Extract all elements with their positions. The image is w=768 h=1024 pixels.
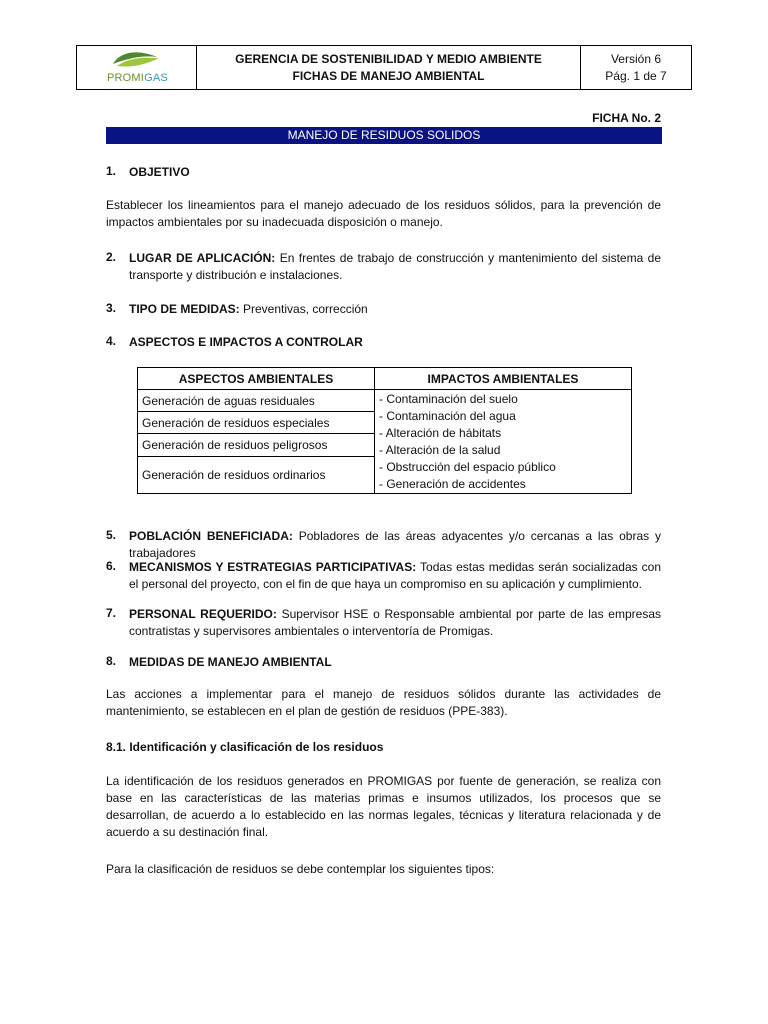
section-7-number: 7. xyxy=(106,606,117,620)
table-cell-aspect: Generación de aguas residuales xyxy=(138,390,375,412)
version-label: Versión 6 xyxy=(610,51,662,66)
section-3-label: TIPO DE MEDIDAS: xyxy=(129,302,240,316)
section-5-label: POBLACIÓN BENEFICIADA: xyxy=(129,529,293,543)
logo-text-gas: GAS xyxy=(144,72,168,84)
section-5-number: 5. xyxy=(106,528,117,542)
section-2-body: En frentes de trabajo de construcción y mantenimiento del sistema de transporte y distribución e instalaciones. xyxy=(129,251,662,282)
table-cell-aspect: Generación de residuos ordinarios xyxy=(138,456,375,493)
ficha-number: FICHA No. 2 xyxy=(592,111,661,125)
impact-item: - Generación de accidentes xyxy=(379,477,526,491)
section-banner: MANEJO DE RESIDUOS SOLIDOS xyxy=(106,127,662,144)
section-3-number: 3. xyxy=(106,301,117,315)
table-cell-impacts xyxy=(375,390,632,494)
section-1-body: Establecer los lineamientos para el manejo adecuado de los residuos sólidos, para la prevención de impactos ambientales por su inadecuada disposición o manejo. xyxy=(106,198,661,229)
leaf-icon xyxy=(77,46,196,91)
table-header-impacts: IMPACTOS AMBIENTALES xyxy=(375,368,632,390)
section-2-text xyxy=(129,250,661,284)
section-6-number: 6. xyxy=(106,559,117,573)
section-6-text xyxy=(129,559,661,593)
table-header-aspects: ASPECTOS AMBIENTALES xyxy=(138,368,375,390)
section-8-1-body: La identificación de los residuos generados en PROMIGAS por fuente de generación, se realiza con base en las características de las materias primas e insumos utilizados, los procesos que se desarrollan, de acuerdo a lo establecido en las normas legales, técnicas y literatura relacionada y de acuerdo a su destinación final. xyxy=(106,774,661,839)
impact-item: - Alteración de hábitats xyxy=(379,426,502,440)
table-header-row xyxy=(138,368,632,390)
header-version xyxy=(581,46,691,89)
section-5-body: Pobladores de las áreas adyacentes y/o cercanas a las obras y trabajadores xyxy=(129,529,661,560)
section-7-label: PERSONAL REQUERIDO: xyxy=(129,607,277,621)
section-4-title: ASPECTOS E IMPACTOS A CONTROLAR xyxy=(129,335,363,349)
table-row xyxy=(138,390,632,412)
logo-text-promi: PROMI xyxy=(107,72,145,84)
section-8-1-body-2: Para la clasificación de residuos se debe contemplar los siguientes tipos: xyxy=(106,862,495,876)
section-3-body: Preventivas, corrección xyxy=(239,302,368,316)
page-number: Pág. 1 de 7 xyxy=(605,68,667,83)
company-logo xyxy=(77,46,197,89)
section-3-text xyxy=(129,301,661,318)
section-8-title: MEDIDAS DE MANEJO AMBIENTAL xyxy=(129,655,332,669)
table-cell-aspect: Generación de residuos especiales xyxy=(138,412,375,434)
section-8-number: 8. xyxy=(106,654,117,668)
table-cell-aspect: Generación de residuos peligrosos xyxy=(138,434,375,456)
header-title xyxy=(197,46,581,89)
impact-item: - Contaminación del suelo xyxy=(379,392,518,406)
logo-wordmark xyxy=(107,72,168,84)
header-title-line2: FICHAS DE MANEJO AMBIENTAL xyxy=(292,68,485,83)
section-8-1-title: 8.1. Identificación y clasificación de los residuos xyxy=(106,740,384,754)
section-7-body: Supervisor HSE o Responsable ambiental por parte de las empresas contratistas y supervisores ambientales o interventoría de Promigas. xyxy=(129,607,661,638)
section-1-number: 1. xyxy=(106,164,117,178)
document-header xyxy=(76,45,692,90)
section-2-label: LUGAR DE APLICACIÓN: xyxy=(129,251,276,265)
impact-item: - Alteración de la salud xyxy=(379,443,501,457)
header-title-line1: GERENCIA DE SOSTENIBILIDAD Y MEDIO AMBIENTE xyxy=(235,51,542,66)
aspects-impacts-table xyxy=(137,367,632,494)
section-5-text xyxy=(129,528,661,562)
section-1-title: OBJETIVO xyxy=(129,165,190,179)
impact-item: - Obstrucción del espacio público xyxy=(379,460,556,474)
section-8-body: Las acciones a implementar para el manejo de residuos sólidos durante las actividades de mantenimiento, se establecen en el plan de gestión de residuos (PPE-383). xyxy=(106,687,661,718)
impact-item: - Contaminación del agua xyxy=(379,409,516,423)
section-4-number: 4. xyxy=(106,334,117,348)
section-7-text xyxy=(129,606,661,640)
section-2-number: 2. xyxy=(106,250,117,264)
section-6-body: Todas estas medidas serán socializadas con el personal del proyecto, con el fin de que haya un compromiso en su aplicación y cumplimiento. xyxy=(129,560,661,591)
section-6-label: MECANISMOS Y ESTRATEGIAS PARTICIPATIVAS: xyxy=(129,560,417,574)
